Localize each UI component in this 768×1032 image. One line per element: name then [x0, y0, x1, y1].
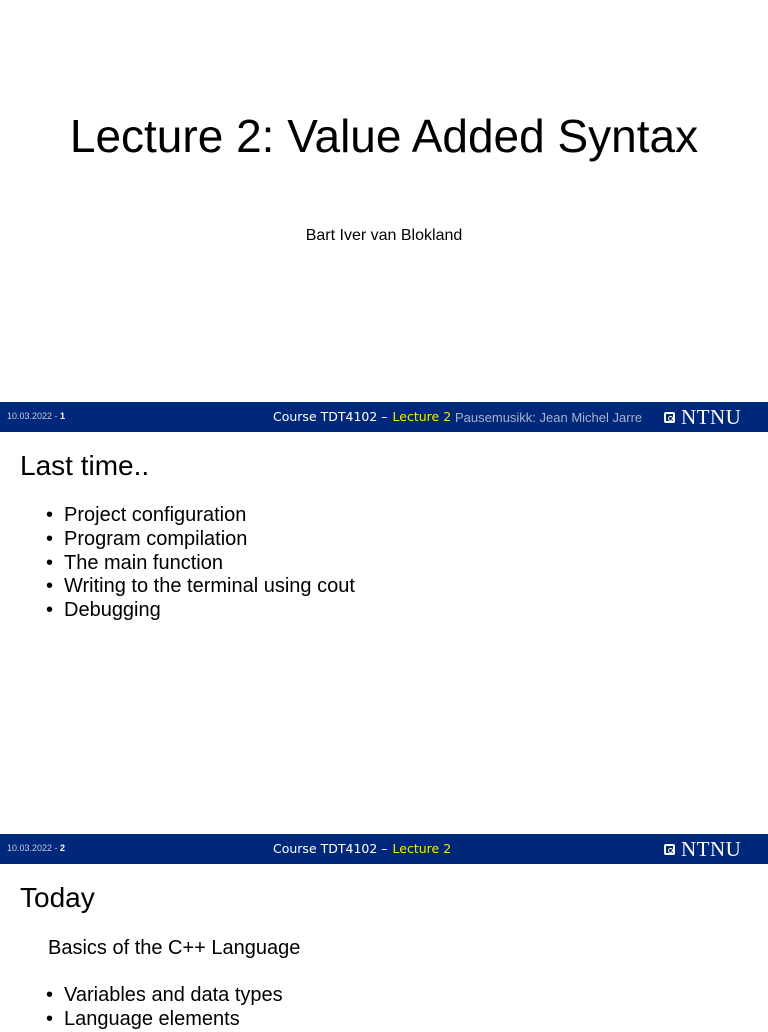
list-item: • Writing to the terminal using cout: [44, 575, 355, 599]
bullet-list-last-time: [44, 504, 355, 623]
ntnu-logo-icon: [664, 412, 675, 423]
footer-lecture: Lecture 2: [392, 841, 452, 856]
list-item: • Variables and data types: [44, 984, 283, 1008]
ntnu-logo: [664, 407, 741, 427]
footer-course: Course TDT4102 – Lecture 2: [273, 409, 452, 424]
list-item: • Language elements: [44, 1008, 283, 1032]
ntnu-logo: [664, 839, 741, 859]
slide-author: Bart Iver van Blokland: [305, 227, 463, 244]
list-item: • Debugging: [44, 599, 355, 623]
footer-music: Pausemusikk: Jean Michel Jarre: [455, 410, 643, 425]
slide-title: Lecture 2: Value Added Syntax: [69, 110, 699, 162]
list-item: • Project configuration: [44, 504, 355, 528]
bullet-list-today: [44, 984, 283, 1032]
footer-date: 10.03.2022 - 1: [7, 411, 66, 421]
list-item: • Program compilation: [44, 528, 355, 552]
slide-heading-last-time: Last time..: [20, 450, 150, 481]
footer-page-number: 1: [60, 411, 66, 421]
footer-page-number: 2: [60, 843, 66, 853]
slide-footer-2: [0, 834, 768, 864]
footer-lecture: Lecture 2: [392, 409, 452, 424]
ntnu-logo-text: NTNU: [681, 837, 742, 861]
list-item: • The main function: [44, 552, 355, 576]
slide-heading-today: Today: [20, 882, 95, 913]
footer-course: Course TDT4102 – Lecture 2: [273, 841, 452, 856]
ntnu-logo-icon: [664, 844, 675, 855]
slide-footer-1: [0, 402, 768, 432]
slide-subheading: Basics of the C++ Language: [48, 937, 301, 959]
ntnu-logo-text: NTNU: [681, 405, 742, 429]
footer-date: 10.03.2022 - 2: [7, 843, 66, 853]
